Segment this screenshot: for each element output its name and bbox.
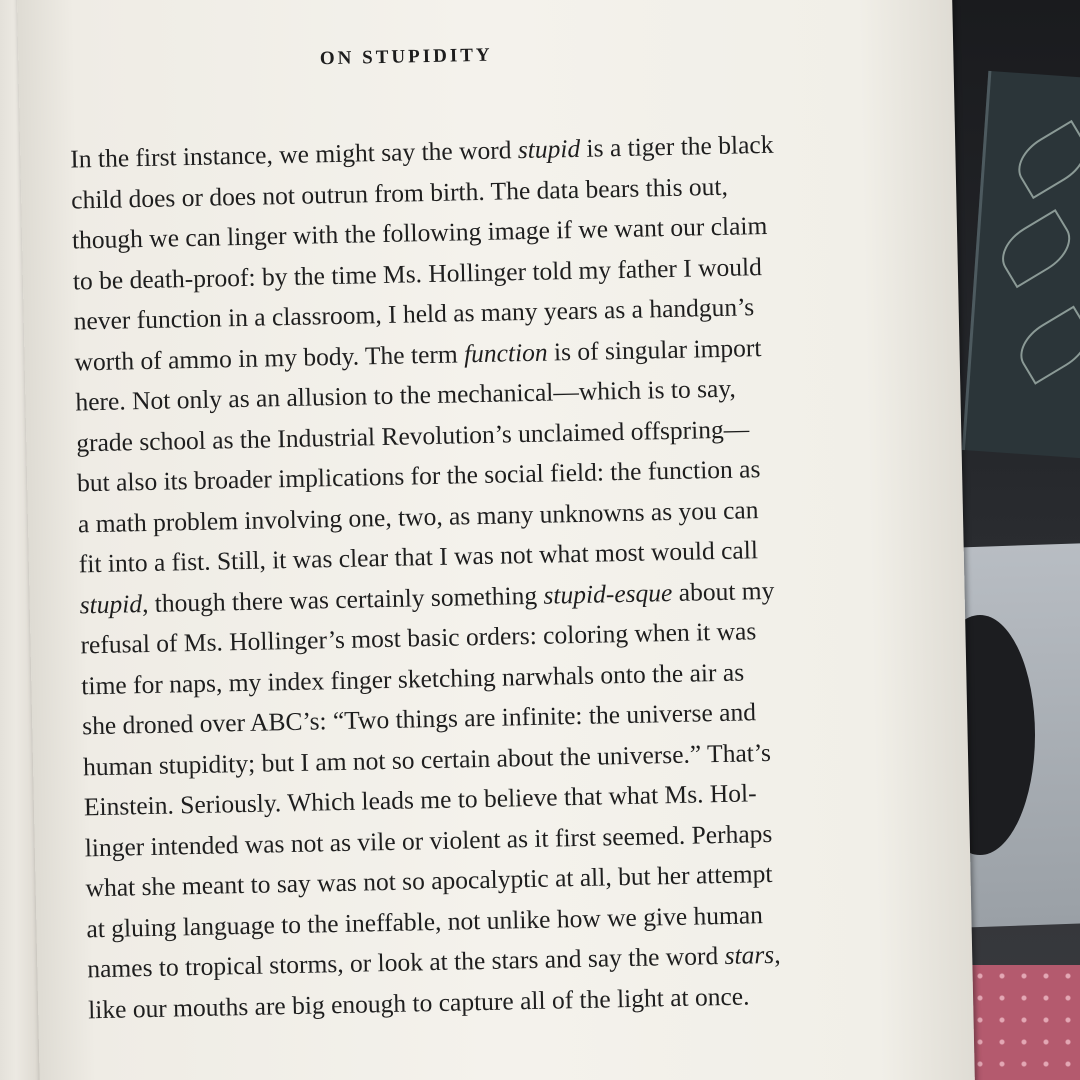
- text-run: , though there was certainly something: [141, 580, 544, 618]
- text-run: ,: [773, 939, 781, 969]
- text-run: fit into a fist. Still, it was clear that I was not what most would call: [78, 535, 759, 579]
- text-run: about my: [672, 575, 775, 607]
- leaf-pattern-icon: [992, 209, 1080, 288]
- text-run: refusal of Ms. Hollinger’s most basic orders: coloring when it was: [80, 616, 757, 660]
- text-run: though we can linger with the following image if we want our claim: [71, 210, 768, 255]
- text-run: she droned over ABC’s: “Two things are infinite: the universe and: [81, 697, 757, 741]
- italic-text-run: stupid: [517, 133, 581, 165]
- text-run: worth of ammo in my body. The term: [74, 338, 465, 376]
- text-run: never function in a classroom, I held as many years as a handgun’s: [73, 292, 755, 336]
- text-run: grade school as the Industrial Revolution’s unclaimed offspring—: [75, 413, 750, 457]
- text-run: but also its broader implications for the social field: the function as: [76, 454, 761, 498]
- text-run: human stupidity; but I am not so certain about the universe.” That’s: [82, 737, 772, 781]
- text-run: is of singular import: [547, 332, 762, 367]
- text-run: time for naps, my index finger sketching narwhals onto the air as: [81, 657, 745, 700]
- book-page: [17, 0, 975, 1080]
- text-run: to be death-proof: by the time Ms. Hollinger told my father I would: [72, 251, 763, 295]
- italic-text-run: stupid-esque: [543, 577, 673, 610]
- text-run: is a tiger the black: [579, 129, 774, 163]
- text-run: child does or does not outrun from birth. The data bears this out,: [70, 171, 729, 214]
- text-run: here. Not only as an allusion to the mechanical—which is to say,: [75, 373, 737, 417]
- text-run: names to tropical storms, or look at the stars and say the word: [86, 940, 725, 984]
- leaf-pattern-icon: [1010, 305, 1080, 384]
- body-paragraph: [70, 124, 828, 1030]
- text-run: what she meant to say was not so apocalyptic at all, but her attempt: [85, 858, 773, 903]
- italic-text-run: stars: [724, 939, 775, 970]
- text-run: Einstein. Seriously. Which leads me to believe that what Ms. Hol-: [83, 778, 757, 822]
- text-run: a math problem involving one, two, as many unknowns as you can: [77, 494, 759, 538]
- text-run: like our mouths are big enough to capture all of the light at once.: [87, 980, 750, 1024]
- text-run: linger intended was not as vile or violent as it first seemed. Perhaps: [84, 818, 773, 862]
- italic-text-run: function: [463, 337, 548, 368]
- running-head: ON STUPIDITY: [319, 44, 493, 70]
- leaf-pattern-icon: [1008, 120, 1080, 199]
- text-run: In the first instance, we might say the word: [70, 135, 519, 174]
- text-run: at gluing language to the ineffable, not unlike how we give human: [86, 899, 764, 943]
- italic-text-run: stupid: [79, 588, 143, 619]
